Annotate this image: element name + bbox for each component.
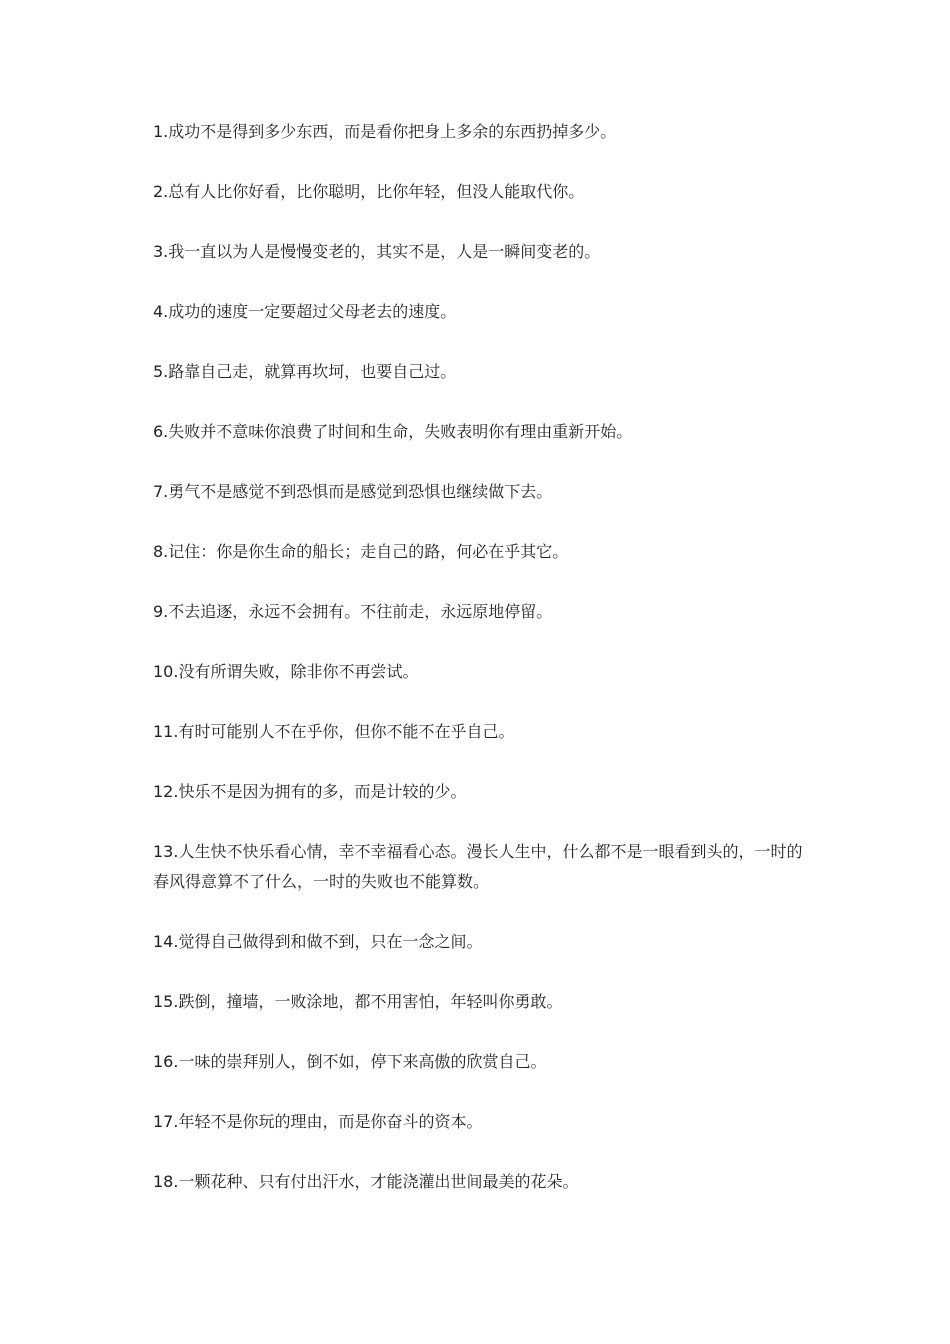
quote-item: 3.我一直以为人是慢慢变老的，其实不是，人是一瞬间变老的。 xyxy=(153,242,601,261)
quote-item: 2.总有人比你好看，比你聪明，比你年轻，但没人能取代你。 xyxy=(153,182,585,201)
quote-item: 14.觉得自己做得到和做不到，只在一念之间。 xyxy=(153,932,483,951)
quote-item: 18.一颗花种、只有付出汗水，才能浇灌出世间最美的花朵。 xyxy=(153,1172,579,1191)
quote-item: 12.快乐不是因为拥有的多，而是计较的少。 xyxy=(153,782,467,801)
quote-list xyxy=(153,117,803,1227)
quote-item: 11.有时可能别人不在乎你，但你不能不在乎自己。 xyxy=(153,722,515,741)
quote-item: 8.记住：你是你生命的船长；走自己的路，何必在乎其它。 xyxy=(153,542,569,561)
quote-item: 7.勇气不是感觉不到恐惧而是感觉到恐惧也继续做下去。 xyxy=(153,482,553,501)
quote-item: 5.路靠自己走，就算再坎坷，也要自己过。 xyxy=(153,362,457,381)
quote-item: 1.成功不是得到多少东西，而是看你把身上多余的东西扔掉多少。 xyxy=(153,122,617,141)
quote-item: 15.跌倒，撞墙，一败涂地，都不用害怕，年轻叫你勇敢。 xyxy=(153,992,563,1011)
quote-item: 16.一味的崇拜别人，倒不如，停下来高傲的欣赏自己。 xyxy=(153,1052,547,1071)
quote-item: 10.没有所谓失败，除非你不再尝试。 xyxy=(153,662,419,681)
quote-item: 9.不去追逐，永远不会拥有。不往前走，永远原地停留。 xyxy=(153,602,553,621)
quote-item: 4.成功的速度一定要超过父母老去的速度。 xyxy=(153,302,457,321)
quote-item: 17.年轻不是你玩的理由，而是你奋斗的资本。 xyxy=(153,1112,483,1131)
quote-item: 6.失败并不意味你浪费了时间和生命，失败表明你有理由重新开始。 xyxy=(153,422,633,441)
quote-item: 13.人生快不快乐看心情，幸不幸福看心态。漫长人生中，什么都不是一眼看到头的，一时的春风得意算不了什么，一时的失败也不能算数。 xyxy=(153,842,803,891)
